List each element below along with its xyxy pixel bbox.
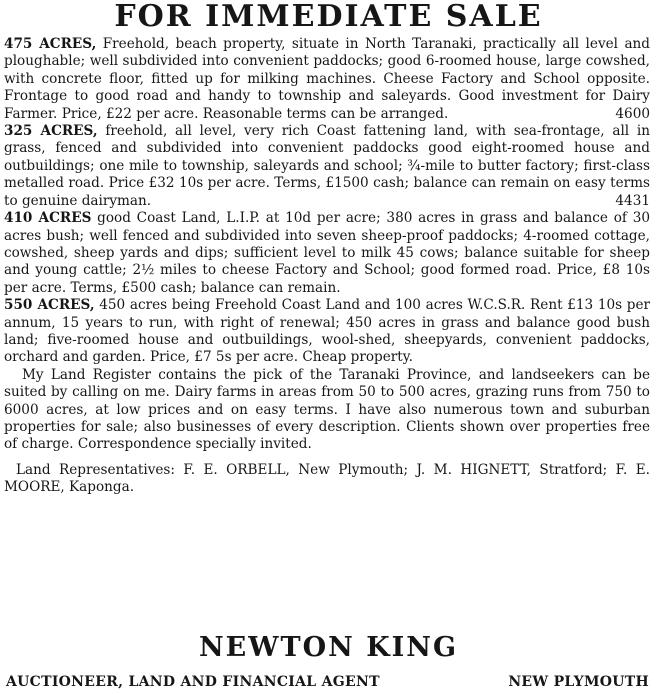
listing-lead: 550 ACRES, — [4, 297, 95, 314]
listing-text: good Coast Land, L.I.P. at 10d per acre; 380 acres in grass and balance of 30 acres bush; well fenced and subdivided into seven sheep-proof paddocks; 4-roomed cottage, cowshed, sheep yards and dips; sufficient level to milk 45 cows; balance suitable for sheep and young cattle; 2½ miles to cheese Factory and School; good formed road. Price, £8 10s per acre. Terms, £500 cash; balance can remain. — [4, 210, 650, 296]
listing-lead: 325 ACRES, — [4, 123, 98, 140]
listing-paragraph — [4, 210, 650, 297]
listing-ref-number: 4431 — [615, 192, 650, 209]
listing-paragraph — [4, 36, 650, 123]
listing-text: 450 acres being Freehold Coast Land and 100 acres W.C.S.R. Rent £13 10s per annum, 15 years to run, with right of renewal; 450 acres in grass and balance good bush land; five-roomed house and outbuildings, wool-shed, sheepyards, convenient paddocks, orchard and garden. Price, £7 5s per acre. Cheap property. — [4, 297, 651, 366]
listing-410-acres — [4, 210, 650, 297]
listing-paragraph — [4, 297, 650, 367]
listing-325-acres — [4, 123, 650, 210]
listing-550-acres — [4, 297, 650, 367]
ad-body — [4, 36, 650, 497]
listing-ref-number: 4600 — [615, 105, 650, 122]
firm-occupation: AUCTIONEER, LAND AND FINANCIAL AGENT — [6, 674, 380, 690]
ad-title: FOR IMMEDIATE SALE — [114, 0, 543, 34]
land-representatives: Land Representatives: F. E. ORBELL, New Plymouth; J. M. HIGNETT, Stratford; F. E. MOORE, Kaponga. — [4, 461, 650, 496]
listing-paragraph — [4, 123, 650, 210]
listing-text: freehold, all level, very rich Coast fattening land, with sea-frontage, all in grass, fenced and subdivided into convenient paddocks good eight-roomed house and outbuildings; one mile to township, saleyards and school; ¾-mile to butter factory; first-class metalled road. Price £32 10s per acre. Terms, £1500 cash; balance can remain on easy terms to genuine dairyman. — [4, 123, 650, 209]
firm-location: NEW PLYMOUTH — [508, 674, 649, 690]
listing-475-acres — [4, 36, 650, 123]
listing-lead: 475 ACRES, — [4, 36, 97, 52]
firm-name: NEWTON KING — [198, 632, 459, 663]
listing-text: Freehold, beach property, situate in North Taranaki, practically all level and ploughable; well subdivided into convenient paddocks; good 6-roomed house, large cowshed, with concrete floor, fitted up for milking machines. Cheese Factory and School opposite. Frontage to good road and handy to township and saleyards. Good investment for Dairy Farmer. Price, £22 per acre. Reasonable terms can be arranged. — [4, 36, 651, 122]
listing-lead: 410 ACRES — [4, 210, 92, 227]
land-register-paragraph: My Land Register contains the pick of the Taranaki Province, and landseekers can be suited by calling on me. Dairy farms in areas from 50 to 500 acres, grazing runs from 750 to 6000 acres, at low prices and on easy terms. I have also numerous town and suburban properties for sale; also businesses of every description. Clients shown over properties free of charge. Correspondence specially invited. — [4, 366, 650, 453]
